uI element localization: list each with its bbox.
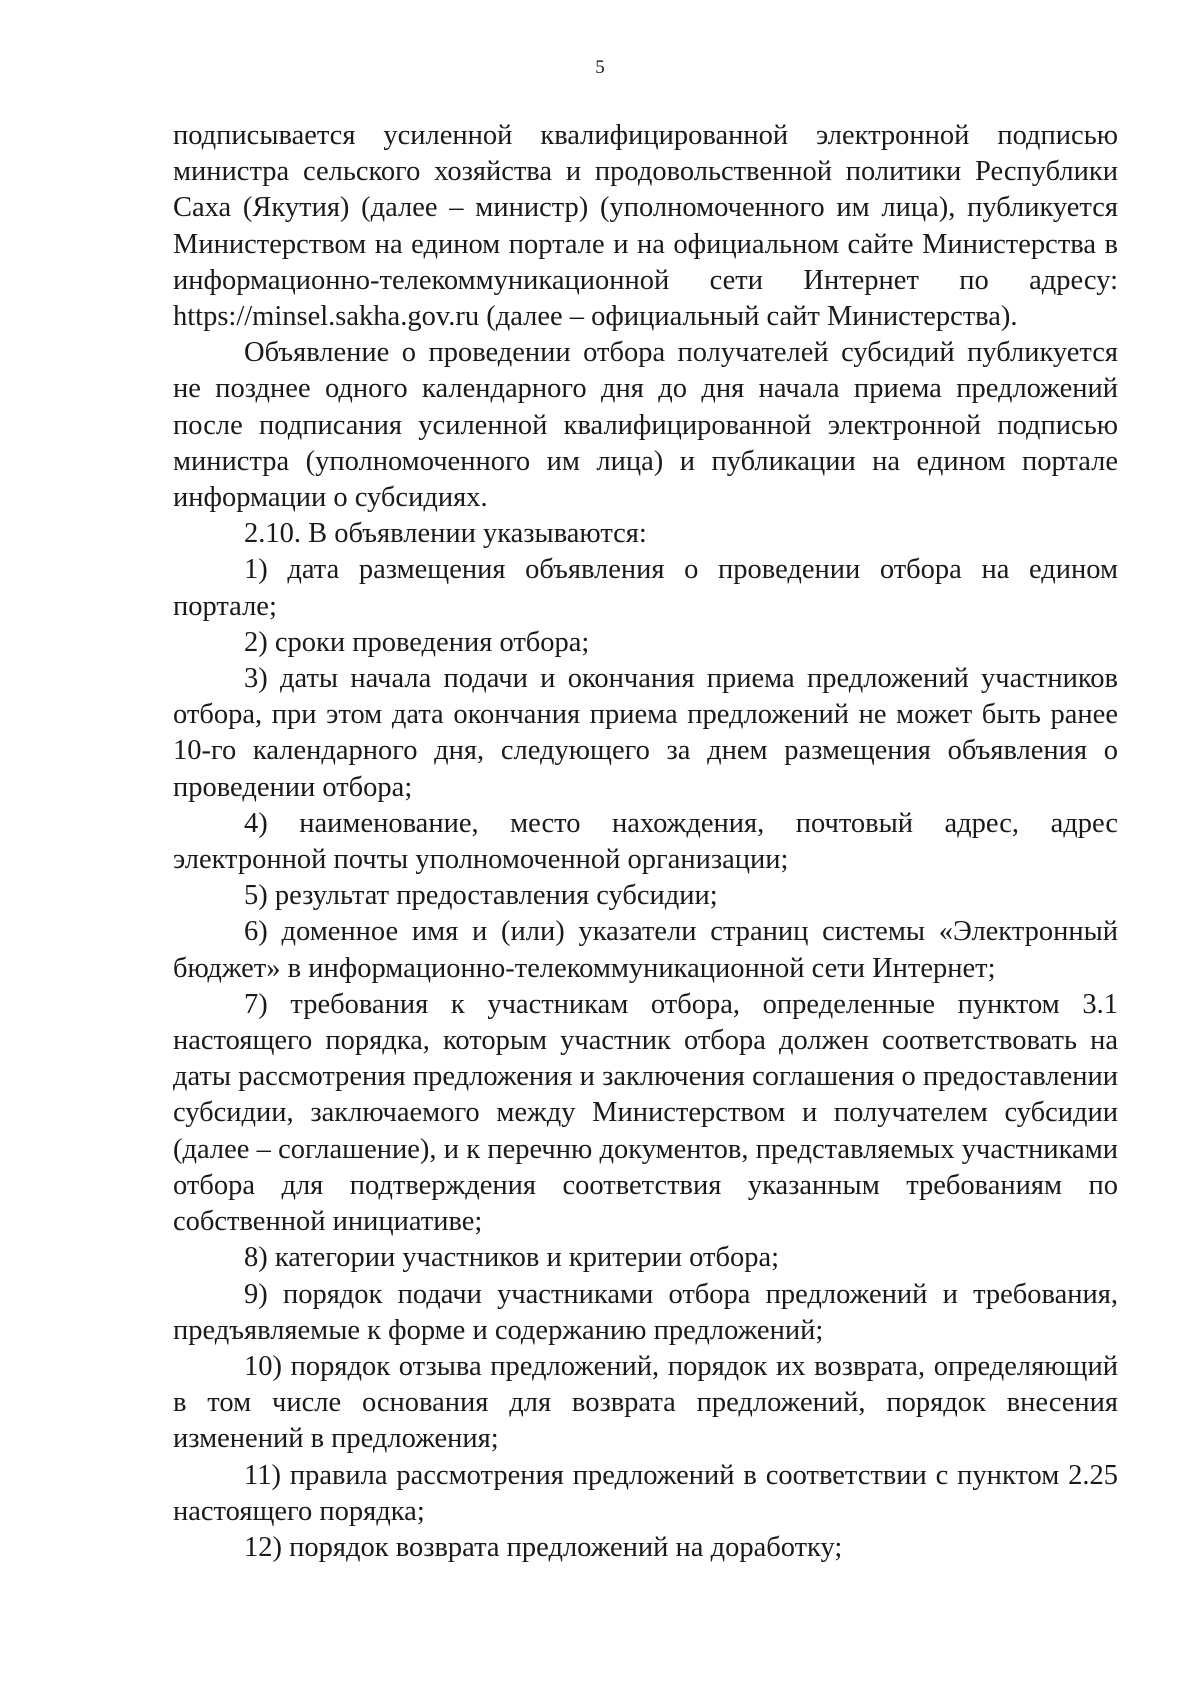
paragraph-continuation: подписывается усиленной квалифицированной электронной подписью министра сельского хозяйства и продовольственной политики Республики Саха (Якутия) (далее – министр) (уполномоченного им лица), публикуется Министерством на едином портале и на официальном сайте Министерства в информационно-телекоммуникационной сети Интернет по адресу: https://minsel.sakha.gov.ru (далее – официальный сайт Министерства).	[173, 120, 1118, 333]
document-body	[173, 118, 1118, 1566]
list-item-4: 4) наименование, место нахождения, почтовый адрес, адрес электронной почты уполномоченной организации;	[173, 807, 1118, 876]
page-number: 5	[595, 57, 605, 78]
list-item-10: 10) порядок отзыва предложений, порядок их возврата, определяющий в том числе основания для возврата предложений, порядок внесения изменений в предложения;	[173, 1350, 1118, 1455]
list-item-9: 9) порядок подачи участниками отбора предложений и требования, предъявляемые к форме и содержанию предложений;	[173, 1278, 1118, 1346]
list-item-1: 1) дата размещения объявления о проведении отбора на едином портале;	[173, 554, 1118, 622]
list-item-2: 2) сроки проведения отбора;	[244, 626, 590, 658]
list-item-8: 8) категории участников и критерии отбора;	[244, 1242, 780, 1274]
list-item-5: 5) результат предоставления субсидии;	[244, 880, 718, 912]
list-item-3: 3) даты начала подачи и окончания приема предложений участников отбора, при этом дата окончания приема предложений не может быть ранее 10-го календарного дня, следующего за днем размещения объявления о проведении отбора;	[173, 663, 1118, 803]
paragraph-section-2-10: 2.10. В объявлении указываются:	[244, 518, 647, 550]
list-item-12: 12) порядок возврата предложений на доработку;	[244, 1531, 843, 1563]
paragraph-announcement-publication: Объявление о проведении отбора получателей субсидий публикуется не позднее одного календарного дня до дня начала приема предложений после подписания усиленной квалифицированной электронной подписью министра (уполномоченного им лица) и публикации на едином портале информации о субсидиях.	[173, 337, 1118, 514]
list-item-7: 7) требования к участникам отбора, определенные пунктом 3.1 настоящего порядка, которым участник отбора должен соответствовать на даты рассмотрения предложения и заключения соглашения о предоставлении субсидии, заключаемого между Министерством и получателем субсидии (далее – соглашение), и к перечню документов, представляемых участниками отбора для подтверждения соответствия указанным требованиям по собственной инициативе;	[173, 988, 1118, 1238]
list-item-11: 11) правила рассмотрения предложений в соответствии с пунктом 2.25 настоящего порядка;	[173, 1459, 1118, 1527]
list-item-6: 6) доменное имя и (или) указатели страниц системы «Электронный бюджет» в информационно-телекоммуникационной сети Интернет;	[173, 916, 1118, 984]
